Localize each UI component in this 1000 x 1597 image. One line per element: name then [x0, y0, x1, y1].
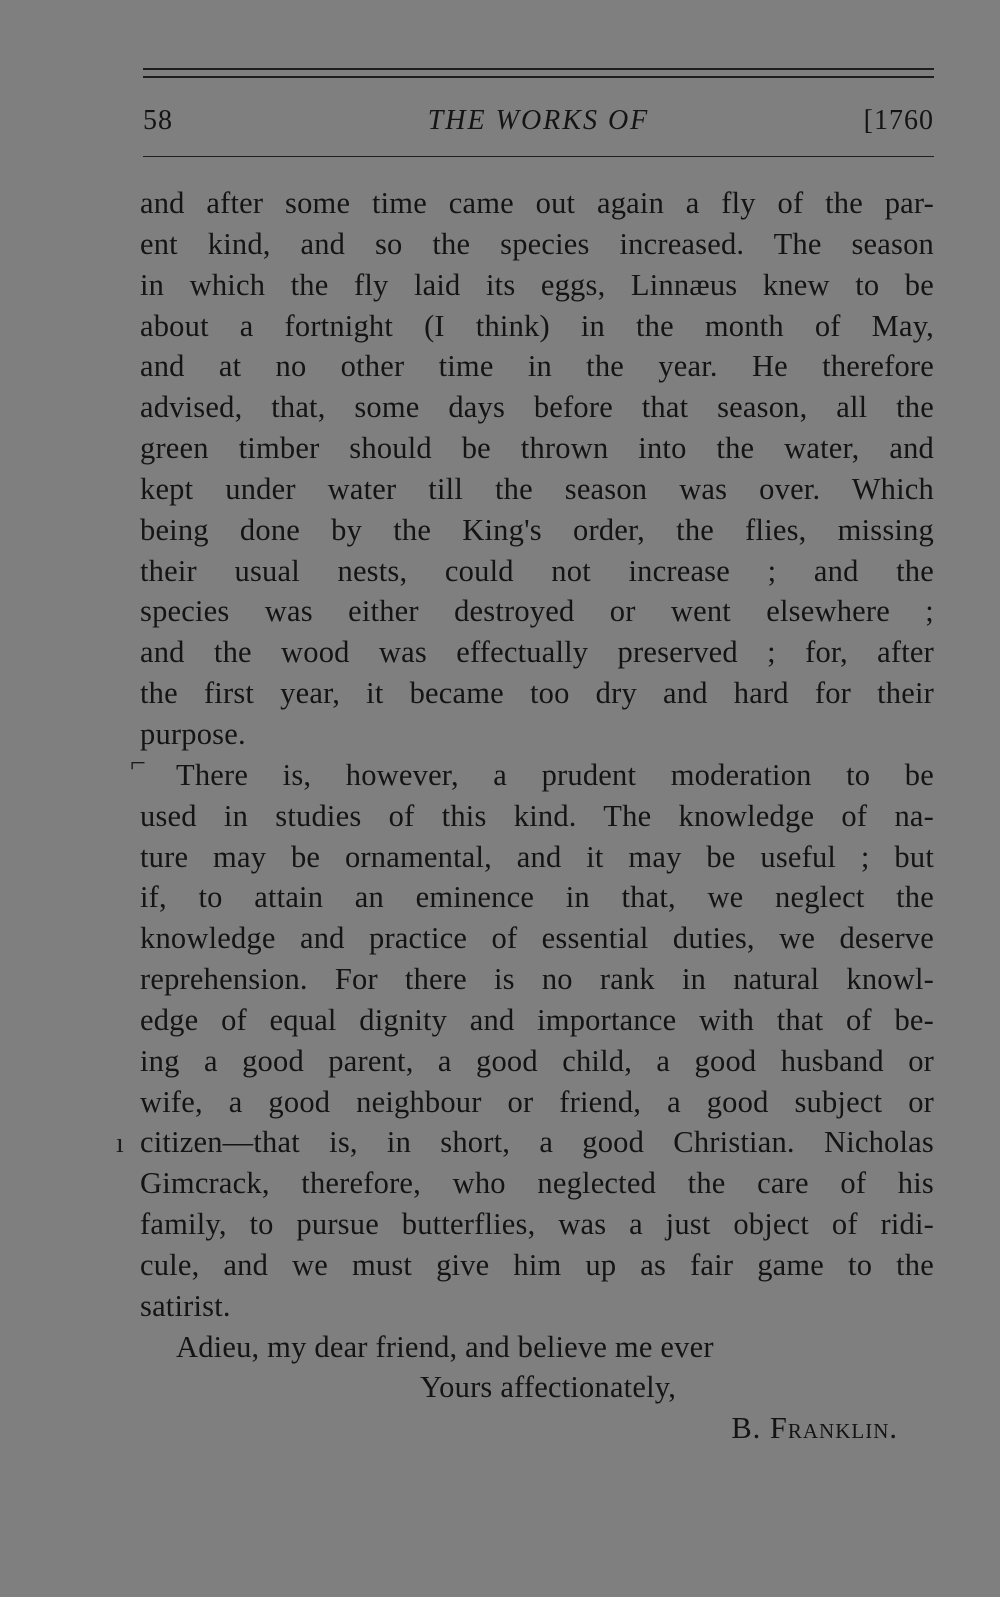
text-line: citizen—that is, in short, a good Christian. Nicholas — [140, 1125, 934, 1160]
salutation-line: Yours affectionately, — [420, 1370, 677, 1405]
paragraph-mark-icon: ⌐ — [130, 748, 146, 779]
signature: B. Franklin. — [731, 1411, 898, 1446]
text-line: advised, that, some days before that season, all the — [140, 390, 934, 425]
text-line: and after some time came out again a fly of the par- — [140, 186, 934, 220]
page-number: 58 — [143, 105, 173, 136]
top-rule-secondary — [143, 76, 934, 78]
text-line: and the wood was effectually preserved ; for, after — [140, 635, 934, 670]
text-line: the first year, it became too dry and hard for their — [140, 676, 934, 711]
text-line: in which the fly laid its eggs, Linnæus knew to be — [140, 267, 934, 302]
text-line: satirist. — [140, 1288, 231, 1323]
year-marker: [1760 — [863, 105, 934, 136]
page-header — [143, 101, 934, 141]
header-rule — [143, 156, 934, 157]
text-line: purpose. — [140, 716, 246, 751]
text-line: ent kind, and so the species increased. The season — [140, 226, 934, 261]
text-line: species was either destroyed or went elsewhere ; — [140, 594, 934, 629]
insertion-mark-icon: ı — [116, 1128, 124, 1159]
text-line: knowledge and practice of essential duties, we deserve — [140, 921, 934, 956]
text-line: their usual nests, could not increase ; and the — [140, 553, 934, 588]
text-line: used in studies of this kind. The knowledge of na- — [140, 798, 934, 833]
top-rule — [143, 68, 934, 70]
closing-line: Adieu, my dear friend, and believe me ever — [176, 1329, 714, 1364]
text-line: ing a good parent, a good child, a good husband or — [140, 1043, 934, 1078]
text-line: and at no other time in the year. He therefore — [140, 349, 934, 384]
text-line: family, to pursue butterflies, was a just object of ridi- — [140, 1207, 934, 1242]
text-line: cule, and we must give him up as fair game to the — [140, 1247, 934, 1282]
text-line: edge of equal dignity and importance with that of be- — [140, 1002, 934, 1037]
text-line: Gimcrack, therefore, who neglected the care of his — [140, 1166, 934, 1201]
text-line: ture may be ornamental, and it may be useful ; but — [140, 839, 934, 874]
text-line: about a fortnight (I think) in the month of May, — [140, 308, 934, 343]
text-line: green timber should be thrown into the water, and — [140, 431, 934, 466]
paragraph-start-line: There is, however, a prudent moderation to be — [176, 757, 934, 792]
text-line: being done by the King's order, the flies, missing — [140, 512, 934, 547]
letter-body — [140, 183, 934, 1449]
text-line: reprehension. For there is no rank in natural knowl- — [140, 962, 934, 997]
text-line: kept under water till the season was over. Which — [140, 471, 934, 506]
running-title: THE WORKS OF — [427, 105, 650, 136]
text-line: wife, a good neighbour or friend, a good subject or — [140, 1084, 934, 1119]
text-line: if, to attain an eminence in that, we neglect the — [140, 880, 934, 915]
